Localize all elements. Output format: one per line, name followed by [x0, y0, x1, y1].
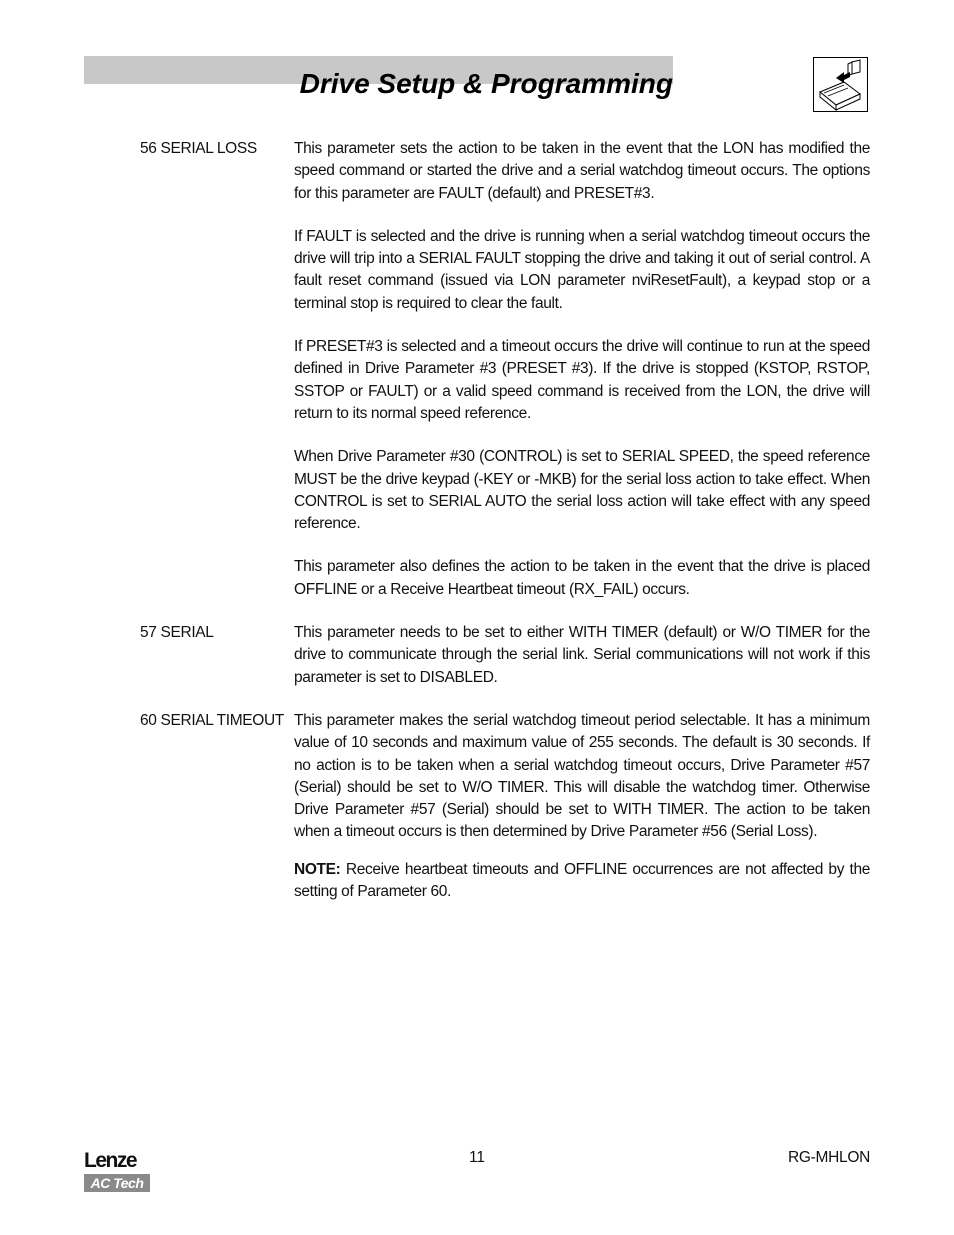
param-60-serial-timeout: [140, 710, 870, 924]
paragraph: This parameter also defines the action to be taken in the event that the drive is placed OFFLINE or a Receive Heartbeat timeout (RX_FAIL) occurs.: [294, 558, 870, 598]
param-label: 57 SERIAL: [140, 624, 214, 642]
paragraph: If FAULT is selected and the drive is running when a serial watchdog timeout occurs the drive will trip into a SERIAL FAULT stopping the drive and taking it out of serial control. A fault reset command (issued via LON parameter nviResetFault), a keypad stop or a terminal stop is required to clear the fault.: [294, 227, 870, 312]
paragraph: This parameter makes the serial watchdog timeout period selectable. It has a minimum value of 10 seconds and maximum value of 255 seconds. The default is 30 seconds. If no action is to be taken when a serial watchdog timeout occurs, Drive Parameter #57 (Serial) should be set to W/O TIMER. This will disable the watchdog timer. Otherwise Drive Parameter #57 (Serial) should be set to WITH TIMER. The action to be taken when a timeout occurs is then determined by Drive Parameter #56 (Serial Loss).: [294, 711, 870, 841]
paragraph: When Drive Parameter #30 (CONTROL) is set to SERIAL SPEED, the speed reference MUST be the drive keypad (-KEY or -MKB) for the serial loss action to take effect. When CONTROL is set to SERIAL AUTO the serial loss action will take effect with any speed reference.: [294, 448, 870, 533]
note-text: Receive heartbeat timeouts and OFFLINE occurrences are not affected by the setting of Parameter 60.: [294, 860, 870, 901]
param-label: 60 SERIAL TIMEOUT: [140, 711, 284, 729]
param-description: [294, 710, 870, 924]
document-code: RG-MHLON: [788, 1149, 870, 1166]
parameter-list: [140, 138, 870, 924]
param-label: 56 SERIAL LOSS: [140, 140, 257, 157]
page-number: 11: [468, 1149, 486, 1166]
param-56-serial-loss: [140, 138, 870, 622]
param-description: [294, 622, 870, 710]
param-description: [294, 138, 870, 622]
param-57-serial: [140, 622, 870, 710]
lenze-ac-tech-logo: [84, 1150, 152, 1192]
logo-lenze-text: Lenze: [84, 1149, 137, 1172]
paragraph: If PRESET#3 is selected and a timeout occurs the drive will continue to run at the speed defined in Drive Parameter #3 (PRESET #3). If the drive is stopped (KSTOP, RSTOP, SSTOP or FAULT) or a valid speed command is received from the LON, the drive will return to its normal speed reference.: [294, 338, 870, 422]
paragraph: This parameter needs to be set to either WITH TIMER (default) or W/O TIMER for the drive to communicate through the serial link. Serial communications will not work if this parameter is set to DISABLED.: [294, 624, 870, 686]
paragraph: This parameter sets the action to be taken in the event that the LON has modified the speed command or started the drive and a serial watchdog timeout occurs. The options for this parameter are FAULT (default) and PRESET#3.: [294, 140, 870, 202]
logo-actech-text: AC Tech: [84, 1174, 150, 1192]
note-paragraph: [294, 859, 870, 904]
note-label: NOTE:: [294, 860, 341, 878]
keypad-programming-icon: [813, 57, 868, 112]
page-title: Drive Setup & Programming: [299, 68, 673, 99]
